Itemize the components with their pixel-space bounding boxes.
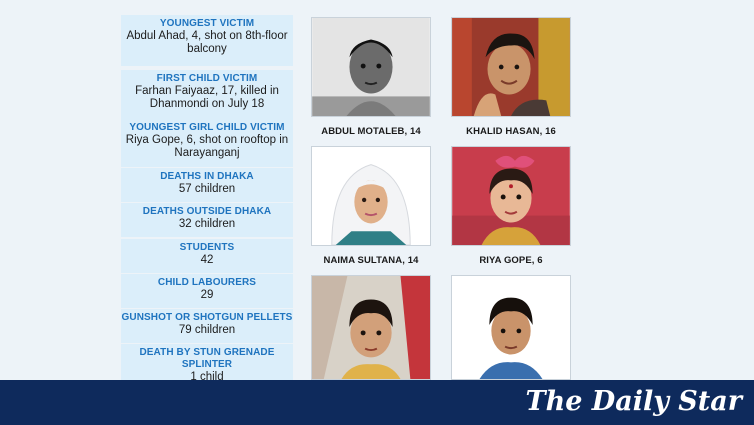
photo-caption: NAIMA SULTANA, 14 [323, 255, 419, 266]
photo-khalid-hasan [451, 17, 571, 117]
portrait-image [452, 276, 570, 379]
fact-heading: STUDENTS [179, 242, 235, 253]
fact-value: 57 children [178, 183, 236, 195]
photo-caption: KHALID HASAN, 16 [466, 126, 556, 137]
fact-box-deaths-outside-dhaka [121, 203, 293, 237]
fact-box-stun-grenade [121, 344, 293, 380]
fact-box-deaths-dhaka [121, 168, 293, 202]
fact-heading: DEATHS OUTSIDE DHAKA [142, 206, 272, 217]
portrait-image [452, 18, 570, 116]
fact-value: 1 child [190, 371, 224, 380]
fact-value: Riya Gope, 6, shot on rooftop in Narayanganj [125, 134, 289, 159]
fact-value: 32 children [178, 218, 236, 230]
facts-panel [121, 15, 293, 380]
fact-box-youngest-girl-victim [121, 119, 293, 167]
portrait-image [312, 147, 430, 245]
photo-child-5 [311, 275, 431, 380]
photo-abdul-motaleb [311, 17, 431, 117]
photo-caption: RIYA GOPE, 6 [479, 255, 543, 266]
brand-logo: The Daily Star [525, 386, 742, 417]
fact-box-students [121, 239, 293, 273]
fact-value: Farhan Faiyaaz, 17, killed in Dhanmondi on July 18 [135, 85, 279, 110]
fact-heading: GUNSHOT OR SHOTGUN PELLETS [121, 312, 293, 323]
photo-child-6 [451, 275, 571, 380]
portrait-image [312, 276, 430, 379]
portrait-image [312, 18, 430, 116]
fact-value: 79 children [178, 324, 236, 336]
fact-heading: CHILD LABOURERS [157, 277, 257, 288]
photo-naima-sultana [311, 146, 431, 246]
fact-box-youngest-victim [121, 15, 293, 66]
fact-value: 42 [200, 254, 214, 266]
fact-heading: YOUNGEST GIRL CHILD VICTIM [129, 122, 285, 133]
fact-box-child-labourers [121, 274, 293, 308]
photo-riya-gope [451, 146, 571, 246]
fact-box-gunshot [121, 309, 293, 343]
fact-heading: DEATHS IN DHAKA [160, 171, 254, 182]
fact-value: 29 [200, 289, 214, 301]
photo-caption: ABDUL MOTALEB, 14 [321, 126, 421, 137]
fact-heading: YOUNGEST VICTIM [159, 18, 255, 29]
fact-value: Abdul Ahad, 4, shot on 8th-floor balcony [126, 30, 288, 55]
footer-bar [0, 380, 754, 425]
fact-heading: FIRST CHILD VICTIM [156, 73, 258, 84]
portrait-image [452, 147, 570, 245]
fact-heading: DEATH BY STUN GRENADE SPLINTER [139, 347, 275, 370]
